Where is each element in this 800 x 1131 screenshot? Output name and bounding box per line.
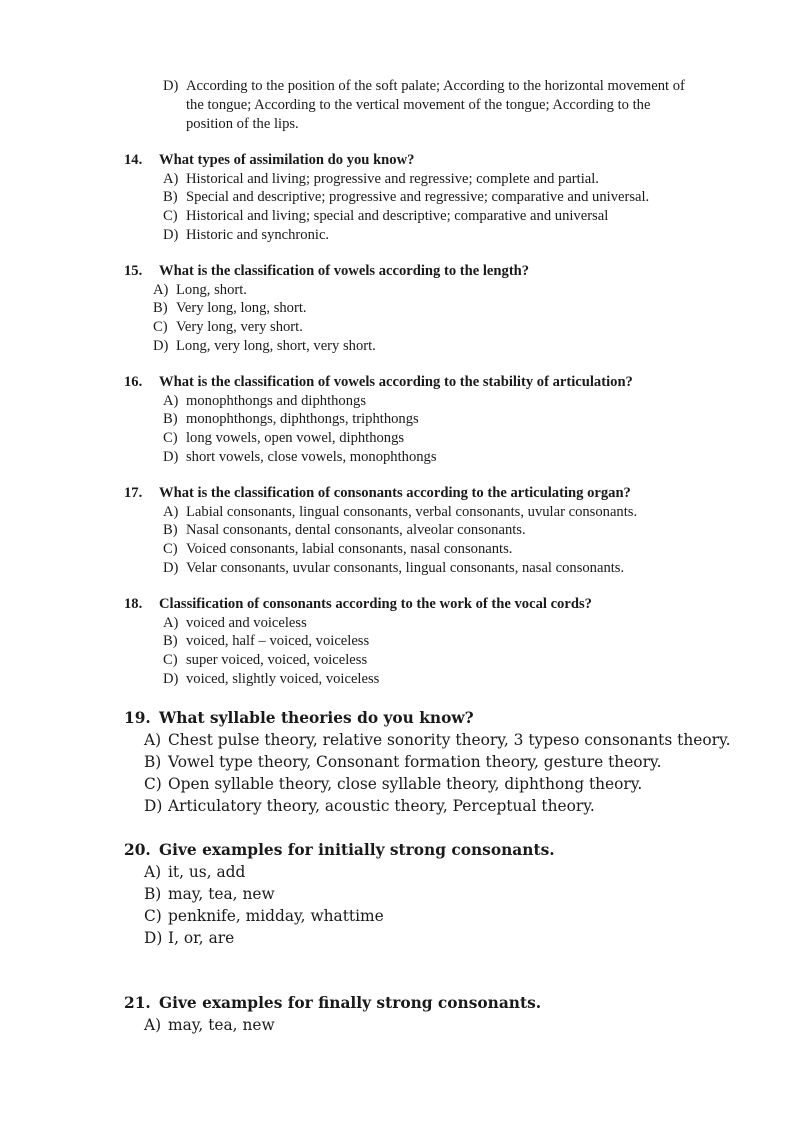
option-c <box>163 540 512 558</box>
option-b <box>163 410 419 428</box>
option-text: Nasal consonants, dental consonants, alveolar consonants. <box>186 522 526 538</box>
question-number: 16. <box>124 374 143 390</box>
option-b <box>153 299 307 317</box>
option-d <box>144 927 234 949</box>
question-title <box>124 373 633 391</box>
option-c <box>153 318 303 336</box>
question-title <box>124 992 541 1014</box>
question-number: 18. <box>124 596 143 612</box>
question-number: 15. <box>124 263 143 279</box>
question-title <box>124 595 592 613</box>
option-b <box>163 521 526 539</box>
option-letter: C) <box>163 652 178 668</box>
option-letter: C) <box>163 541 178 557</box>
option-b <box>144 883 275 905</box>
option-b <box>163 188 649 206</box>
option-c <box>163 207 608 225</box>
option-letter: D) <box>153 338 169 354</box>
option-b <box>144 751 661 773</box>
option-letter: D) <box>163 671 179 687</box>
option-text: Long, very long, short, very short. <box>176 338 376 354</box>
question-number: 21. <box>124 994 151 1012</box>
option-letter: B) <box>163 522 178 538</box>
option-text: short vowels, close vowels, monophthongs <box>186 449 437 465</box>
option-d <box>163 77 685 95</box>
question-number: 14. <box>124 152 143 168</box>
option-a <box>163 170 599 188</box>
option-text-line: the tongue; According to the vertical movement of the tongue; According to the <box>186 97 651 113</box>
option-a <box>163 503 637 521</box>
option-a <box>163 392 366 410</box>
option-text: voiced, half – voiced, voiceless <box>186 633 370 649</box>
option-letter: D) <box>163 560 179 576</box>
option-a <box>144 729 731 751</box>
option-a <box>163 614 307 632</box>
option-letter: D) <box>144 797 163 815</box>
option-text: monophthongs, diphthongs, triphthongs <box>186 411 419 427</box>
option-letter: A) <box>144 731 162 749</box>
option-text: may, tea, new <box>168 885 275 903</box>
option-letter: A) <box>153 282 169 298</box>
option-letter: C) <box>144 775 162 793</box>
option-letter: B) <box>144 753 162 771</box>
option-letter: A) <box>163 615 179 631</box>
question-title <box>124 484 631 502</box>
option-letter: C) <box>153 319 168 335</box>
option-text: Special and descriptive; progressive and regressive; comparative and universal. <box>186 189 650 205</box>
option-letter: C) <box>144 907 162 925</box>
option-letter: D) <box>163 449 179 465</box>
option-text: Historical and living; progressive and regressive; complete and partial. <box>186 171 599 187</box>
option-d <box>144 795 595 817</box>
option-text: Vowel type theory, Consonant formation theory, gesture theory. <box>168 753 662 771</box>
option-text: it, us, add <box>168 863 246 881</box>
option-d <box>163 559 624 577</box>
question-title <box>124 151 414 169</box>
option-letter: A) <box>163 393 179 409</box>
option-text: super voiced, voiced, voiceless <box>186 652 368 668</box>
option-c <box>163 651 367 669</box>
option-text: long vowels, open vowel, diphthongs <box>186 430 405 446</box>
question-text: What types of assimilation do you know? <box>159 152 415 168</box>
option-text: Chest pulse theory, relative sonority theory, 3 typeso consonants theory. <box>168 731 731 749</box>
option-text: voiced and voiceless <box>186 615 307 631</box>
option-letter: C) <box>163 208 178 224</box>
option-text: Voiced consonants, labial consonants, nasal consonants. <box>186 541 513 557</box>
option-letter: D) <box>144 929 163 947</box>
option-d <box>153 337 376 355</box>
option-text: Very long, very short. <box>176 319 303 335</box>
option-letter: A) <box>163 171 179 187</box>
option-letter: A) <box>163 504 179 520</box>
question-number: 19. <box>124 709 151 727</box>
option-letter: A) <box>144 1016 162 1034</box>
option-text: Velar consonants, uvular consonants, lingual consonants, nasal consonants. <box>186 560 625 576</box>
question-text: Classification of consonants according to the work of the vocal cords? <box>159 596 592 612</box>
option-text: may, tea, new <box>168 1016 275 1034</box>
option-a <box>144 861 245 883</box>
option-letter: D) <box>163 78 179 94</box>
question-number: 17. <box>124 485 143 501</box>
question-title <box>124 262 529 280</box>
option-text: Labial consonants, lingual consonants, verbal consonants, uvular consonants. <box>186 504 638 520</box>
question-text: What is the classification of vowels according to the length? <box>159 263 530 279</box>
option-text: penknife, midday, whattime <box>168 907 384 925</box>
option-text: Articulatory theory, acoustic theory, Perceptual theory. <box>168 797 595 815</box>
option-letter: B) <box>153 300 168 316</box>
option-text: Very long, long, short. <box>176 300 307 316</box>
question-text: What is the classification of vowels according to the stability of articulation? <box>159 374 633 390</box>
option-letter: B) <box>163 633 178 649</box>
question-title <box>124 707 474 729</box>
option-c <box>144 905 384 927</box>
question-title <box>124 839 555 861</box>
option-letter: B) <box>144 885 162 903</box>
option-d <box>163 226 329 244</box>
option-text: Open syllable theory, close syllable theory, diphthong theory. <box>168 775 643 793</box>
option-letter: C) <box>163 430 178 446</box>
option-d <box>163 670 379 688</box>
question-number: 20. <box>124 841 151 859</box>
option-text: Historical and living; special and descriptive; comparative and universal <box>186 208 609 224</box>
option-text: voiced, slightly voiced, voiceless <box>186 671 380 687</box>
question-text: Give examples for finally strong consonants. <box>159 994 542 1012</box>
option-a <box>153 281 247 299</box>
option-text: I, or, are <box>168 929 235 947</box>
option-letter: D) <box>163 227 179 243</box>
question-text: What syllable theories do you know? <box>159 709 474 727</box>
option-c <box>144 773 642 795</box>
option-text: monophthongs and diphthongs <box>186 393 366 409</box>
option-a <box>144 1014 275 1036</box>
option-text-line: position of the lips. <box>186 116 299 132</box>
option-c <box>163 429 404 447</box>
option-text: Long, short. <box>176 282 247 298</box>
option-b <box>163 632 369 650</box>
option-letter: B) <box>163 411 178 427</box>
question-text: Give examples for initially strong consonants. <box>159 841 555 859</box>
option-letter: A) <box>144 863 162 881</box>
option-text: Historic and synchronic. <box>186 227 330 243</box>
option-text: According to the position of the soft palate; According to the horizontal movement of <box>186 78 685 94</box>
option-letter: B) <box>163 189 178 205</box>
question-text: What is the classification of consonants according to the articulating organ? <box>159 485 631 501</box>
option-d <box>163 448 437 466</box>
